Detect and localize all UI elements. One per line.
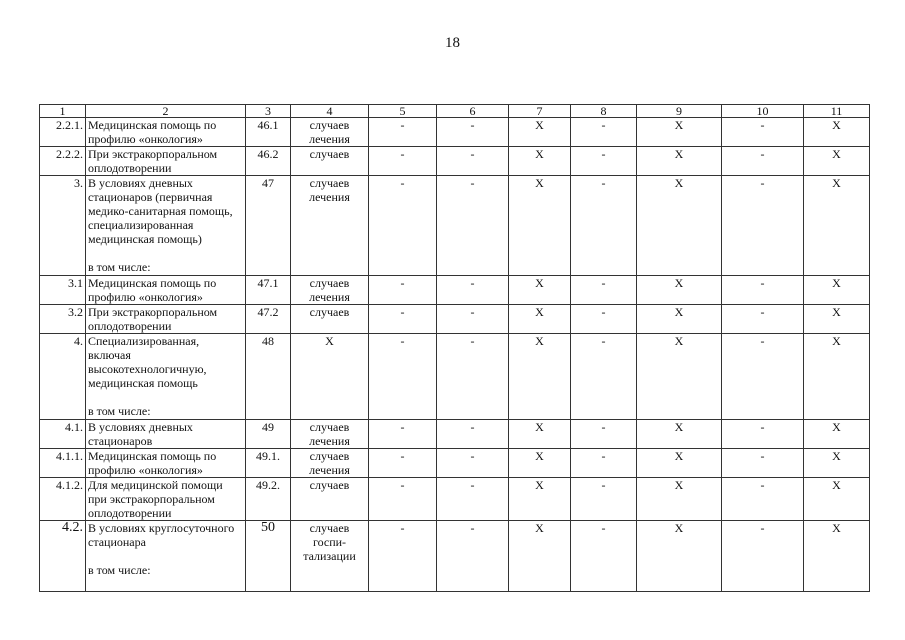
row-name-subtext: в том числе:	[88, 563, 151, 577]
cell-col11: X	[804, 521, 870, 592]
data-table	[39, 104, 870, 592]
row-name	[86, 305, 246, 334]
cell-col11: X	[804, 334, 870, 420]
cell-col8: -	[571, 521, 637, 592]
cell-col9: X	[637, 276, 722, 305]
column-header: 7	[509, 105, 571, 118]
cell-col8: -	[571, 118, 637, 147]
cell-col9: X	[637, 118, 722, 147]
cell-col11: X	[804, 449, 870, 478]
cell-col5: -	[369, 334, 437, 420]
row-name	[86, 118, 246, 147]
row-name	[86, 176, 246, 276]
row-name	[86, 521, 246, 592]
cell-col6: -	[437, 305, 509, 334]
cell-col8: -	[571, 334, 637, 420]
table-row	[40, 118, 870, 147]
row-name	[86, 449, 246, 478]
row-code: 49.1.	[246, 449, 291, 478]
cell-col5: -	[369, 176, 437, 276]
cell-col6: -	[437, 334, 509, 420]
cell-col9: X	[637, 176, 722, 276]
cell-col8: -	[571, 420, 637, 449]
cell-col5: -	[369, 147, 437, 176]
cell-col9: X	[637, 334, 722, 420]
cell-col5: -	[369, 305, 437, 334]
cell-col6: -	[437, 276, 509, 305]
cell-col8: -	[571, 276, 637, 305]
cell-col9: X	[637, 305, 722, 334]
cell-col5: -	[369, 478, 437, 521]
row-name-text: Для медицинской помощи при экстракорпоральном оплодотворении	[88, 478, 223, 520]
cell-col6: -	[437, 420, 509, 449]
cell-col7: X	[509, 334, 571, 420]
cell-col9: X	[637, 147, 722, 176]
row-name	[86, 478, 246, 521]
cell-col6: -	[437, 521, 509, 592]
cell-col9: X	[637, 478, 722, 521]
row-number: 4.	[40, 334, 86, 420]
cell-col7: X	[509, 420, 571, 449]
cell-col7: X	[509, 118, 571, 147]
cell-col10: -	[722, 305, 804, 334]
row-name	[86, 276, 246, 305]
cell-col10: -	[722, 147, 804, 176]
cell-col7: X	[509, 176, 571, 276]
row-unit: случаев лечения	[291, 449, 369, 478]
cell-col10: -	[722, 334, 804, 420]
cell-col11: X	[804, 478, 870, 521]
row-unit: случаев госпи-тализации	[291, 521, 369, 592]
row-number: 4.2.	[40, 521, 86, 592]
table-row	[40, 305, 870, 334]
cell-col6: -	[437, 176, 509, 276]
row-number: 3.	[40, 176, 86, 276]
row-name-text: В условиях дневных стационаров	[88, 420, 193, 448]
row-number: 2.2.2.	[40, 147, 86, 176]
table-header-row	[40, 105, 870, 118]
row-unit: случаев	[291, 147, 369, 176]
table-row	[40, 176, 870, 276]
table-row	[40, 147, 870, 176]
cell-col5: -	[369, 420, 437, 449]
row-unit: случаев лечения	[291, 118, 369, 147]
row-code: 49	[246, 420, 291, 449]
row-unit: X	[291, 334, 369, 420]
column-header: 11	[804, 105, 870, 118]
page-number: 18	[445, 35, 460, 51]
cell-col8: -	[571, 305, 637, 334]
cell-col10: -	[722, 449, 804, 478]
cell-col7: X	[509, 305, 571, 334]
cell-col10: -	[722, 420, 804, 449]
row-name	[86, 420, 246, 449]
column-header: 4	[291, 105, 369, 118]
row-name-text: В условиях дневных стационаров (первичная медико-санитарная помощь, специализированная медицинская помощь)	[88, 176, 233, 246]
cell-col10: -	[722, 521, 804, 592]
column-header: 6	[437, 105, 509, 118]
row-code: 47	[246, 176, 291, 276]
row-unit: случаев лечения	[291, 276, 369, 305]
table-row	[40, 478, 870, 521]
row-code: 49.2.	[246, 478, 291, 521]
row-name-text: При экстракорпоральном оплодотворении	[88, 147, 218, 175]
column-header: 3	[246, 105, 291, 118]
cell-col5: -	[369, 118, 437, 147]
row-number: 4.1.	[40, 420, 86, 449]
cell-col6: -	[437, 478, 509, 521]
cell-col11: X	[804, 420, 870, 449]
cell-col8: -	[571, 176, 637, 276]
row-code: 46.1	[246, 118, 291, 147]
row-name-text: При экстракорпоральном оплодотворении	[88, 305, 218, 333]
cell-col10: -	[722, 276, 804, 305]
cell-col9: X	[637, 449, 722, 478]
cell-col7: X	[509, 521, 571, 592]
row-code: 46.2	[246, 147, 291, 176]
row-unit: случаев лечения	[291, 420, 369, 449]
row-name-text: Медицинская помощь по профилю «онкология»	[88, 449, 217, 477]
column-header: 9	[637, 105, 722, 118]
row-name-subtext: в том числе:	[88, 260, 151, 274]
row-name-text: Медицинская помощь по профилю «онкология»	[88, 276, 217, 304]
cell-col8: -	[571, 478, 637, 521]
row-number: 3.2	[40, 305, 86, 334]
row-name	[86, 147, 246, 176]
table-row	[40, 334, 870, 420]
column-header: 8	[571, 105, 637, 118]
cell-col7: X	[509, 449, 571, 478]
cell-col6: -	[437, 449, 509, 478]
cell-col9: X	[637, 420, 722, 449]
row-name	[86, 334, 246, 420]
row-code: 50	[246, 521, 291, 592]
row-name-text: Специализированная, включая высокотехнологичную, медицинская помощь	[88, 334, 207, 390]
row-unit: случаев	[291, 478, 369, 521]
cell-col8: -	[571, 147, 637, 176]
cell-col6: -	[437, 147, 509, 176]
row-name-subtext: в том числе:	[88, 404, 151, 418]
column-header: 10	[722, 105, 804, 118]
row-code: 47.1	[246, 276, 291, 305]
row-number: 4.1.1.	[40, 449, 86, 478]
table-row	[40, 420, 870, 449]
row-number: 3.1	[40, 276, 86, 305]
cell-col10: -	[722, 176, 804, 276]
cell-col11: X	[804, 276, 870, 305]
cell-col7: X	[509, 478, 571, 521]
cell-col11: X	[804, 118, 870, 147]
cell-col6: -	[437, 118, 509, 147]
cell-col5: -	[369, 276, 437, 305]
column-header: 5	[369, 105, 437, 118]
row-code: 48	[246, 334, 291, 420]
row-name-text: В условиях круглосуточного стационара	[88, 521, 235, 549]
table-row	[40, 521, 870, 592]
cell-col7: X	[509, 276, 571, 305]
cell-col10: -	[722, 478, 804, 521]
cell-col11: X	[804, 147, 870, 176]
cell-col5: -	[369, 521, 437, 592]
column-header: 1	[40, 105, 86, 118]
row-number: 2.2.1.	[40, 118, 86, 147]
row-number: 4.1.2.	[40, 478, 86, 521]
cell-col8: -	[571, 449, 637, 478]
table-row	[40, 449, 870, 478]
table-row	[40, 276, 870, 305]
cell-col9: X	[637, 521, 722, 592]
cell-col7: X	[509, 147, 571, 176]
row-unit: случаев лечения	[291, 176, 369, 276]
row-code: 47.2	[246, 305, 291, 334]
cell-col11: X	[804, 176, 870, 276]
row-unit: случаев	[291, 305, 369, 334]
column-header: 2	[86, 105, 246, 118]
cell-col10: -	[722, 118, 804, 147]
row-name-text: Медицинская помощь по профилю «онкология»	[88, 118, 217, 146]
cell-col5: -	[369, 449, 437, 478]
cell-col11: X	[804, 305, 870, 334]
